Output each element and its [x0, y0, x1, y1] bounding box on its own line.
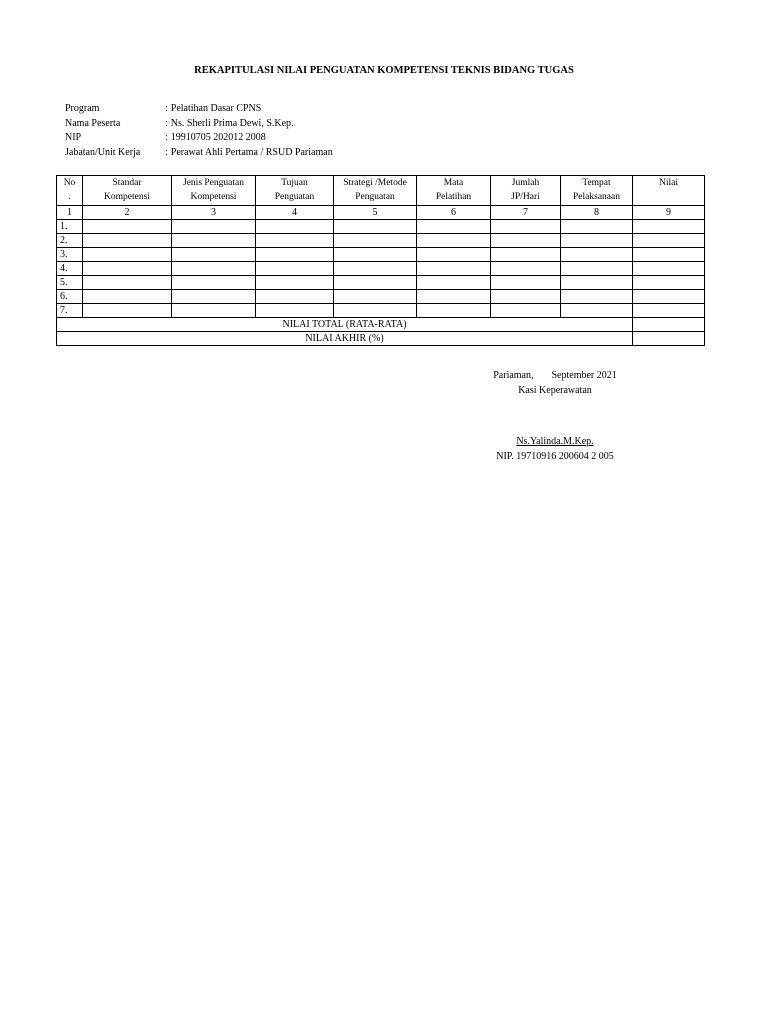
column-number-cell: 7	[491, 206, 561, 220]
empty-cell	[561, 290, 633, 304]
signature-place: Pariaman,	[493, 370, 534, 381]
row-number: 3.	[57, 248, 83, 262]
info-value-program: Pelatihan Dasar CPNS	[170, 103, 262, 114]
participant-info	[65, 102, 333, 160]
table-row	[57, 220, 705, 234]
info-row-nip	[65, 131, 333, 146]
empty-cell	[417, 248, 491, 262]
empty-cell	[172, 304, 256, 318]
signature-name: Ns.Yalinda.M.Kep.	[516, 436, 594, 447]
empty-cell	[83, 290, 172, 304]
table-row	[57, 290, 705, 304]
empty-cell	[633, 234, 705, 248]
empty-cell	[491, 234, 561, 248]
empty-cell	[172, 290, 256, 304]
empty-cell	[256, 248, 334, 262]
empty-cell	[633, 262, 705, 276]
empty-cell	[417, 276, 491, 290]
empty-cell	[83, 248, 172, 262]
header-cell-nilai: Nilai	[633, 176, 705, 206]
column-number-cell: 1	[57, 206, 83, 220]
header-cell-jenis-penguatan: Jenis Penguatan Kompetensi	[172, 176, 256, 206]
empty-cell	[633, 304, 705, 318]
empty-cell	[417, 290, 491, 304]
empty-cell	[256, 234, 334, 248]
empty-cell	[491, 276, 561, 290]
total-value-cell	[633, 318, 705, 332]
empty-cell	[83, 220, 172, 234]
header-cell-no: No .	[57, 176, 83, 206]
info-value-nip: 19910705 202012 2008	[170, 132, 266, 143]
empty-cell	[334, 234, 417, 248]
table-header-row	[57, 176, 705, 206]
empty-cell	[172, 276, 256, 290]
empty-cell	[256, 304, 334, 318]
empty-cell	[491, 220, 561, 234]
empty-cell	[256, 262, 334, 276]
empty-cell	[491, 290, 561, 304]
empty-cell	[83, 276, 172, 290]
empty-cell	[561, 262, 633, 276]
info-row-position-unit	[65, 146, 333, 161]
info-separator: :	[165, 146, 168, 158]
final-row	[57, 332, 705, 346]
signature-date: September 2021	[551, 370, 617, 381]
row-number: 1.	[57, 220, 83, 234]
page-title: REKAPITULASI NILAI PENGUATAN KOMPETENSI TEKNIS BIDANG TUGAS	[194, 65, 574, 76]
empty-cell	[334, 248, 417, 262]
empty-cell	[256, 220, 334, 234]
info-separator: :	[165, 132, 168, 143]
empty-cell	[417, 234, 491, 248]
row-number: 7.	[57, 304, 83, 318]
info-label-program: Program	[65, 103, 100, 114]
row-number: 5.	[57, 276, 83, 290]
table-row	[57, 276, 705, 290]
total-label: NILAI TOTAL (RATA-RATA)	[57, 318, 633, 332]
empty-cell	[633, 248, 705, 262]
empty-cell	[561, 234, 633, 248]
signature-block	[470, 368, 640, 464]
info-label-position-unit: Jabatan/Unit Kerja	[65, 146, 141, 158]
table-row	[57, 248, 705, 262]
row-number: 6.	[57, 290, 83, 304]
empty-cell	[334, 262, 417, 276]
empty-cell	[633, 290, 705, 304]
signature-nip: NIP. 19710916 200604 2 005	[496, 451, 614, 462]
empty-cell	[172, 248, 256, 262]
info-label-participant-name: Nama Peserta	[65, 117, 121, 129]
empty-cell	[83, 304, 172, 318]
empty-cell	[491, 248, 561, 262]
empty-cell	[561, 276, 633, 290]
empty-cell	[491, 304, 561, 318]
header-cell-strategi-metode: Strategi /Metode Penguatan	[334, 176, 417, 206]
signature-position: Kasi Keperawatan	[518, 385, 592, 396]
empty-cell	[334, 304, 417, 318]
table-row	[57, 262, 705, 276]
info-value-position-unit: Perawat Ahli Pertama / RSUD Pariaman	[170, 146, 333, 158]
total-row	[57, 318, 705, 332]
empty-cell	[334, 220, 417, 234]
empty-cell	[83, 262, 172, 276]
header-cell-jumlah-jp: Jumlah JP/Hari	[491, 176, 561, 206]
empty-cell	[256, 276, 334, 290]
info-separator: :	[165, 103, 168, 114]
final-label: NILAI AKHIR (%)	[57, 332, 633, 346]
empty-cell	[172, 220, 256, 234]
column-number-row	[57, 206, 705, 220]
info-label-nip: NIP	[65, 132, 82, 143]
info-row-participant-name	[65, 117, 333, 132]
empty-cell	[256, 290, 334, 304]
header-cell-tempat-pelaksanaan: Tempat Pelaksanaan	[561, 176, 633, 206]
info-value-participant-name: Ns. Sherli Prima Dewi, S.Kep.	[170, 117, 294, 129]
empty-cell	[417, 262, 491, 276]
empty-cell	[633, 220, 705, 234]
recap-table	[56, 175, 705, 346]
column-number-cell: 9	[633, 206, 705, 220]
row-number: 2.	[57, 234, 83, 248]
column-number-cell: 5	[334, 206, 417, 220]
final-value-cell	[633, 332, 705, 346]
signature-place-date	[470, 368, 640, 383]
table-row	[57, 304, 705, 318]
row-number: 4.	[57, 262, 83, 276]
info-separator: :	[165, 117, 168, 129]
info-row-program	[65, 102, 333, 117]
empty-cell	[561, 248, 633, 262]
column-number-cell: 6	[417, 206, 491, 220]
empty-cell	[172, 262, 256, 276]
column-number-cell: 8	[561, 206, 633, 220]
empty-cell	[417, 304, 491, 318]
column-number-cell: 4	[256, 206, 334, 220]
empty-cell	[561, 304, 633, 318]
empty-cell	[491, 262, 561, 276]
column-number-cell: 2	[83, 206, 172, 220]
empty-cell	[334, 290, 417, 304]
empty-cell	[561, 220, 633, 234]
header-cell-mata-pelatihan: Mata Pelatihan	[417, 176, 491, 206]
header-cell-tujuan-penguatan: Tujuan Penguatan	[256, 176, 334, 206]
column-number-cell: 3	[172, 206, 256, 220]
empty-cell	[417, 220, 491, 234]
header-cell-standar-kompetensi: Standar Kompetensi	[83, 176, 172, 206]
empty-cell	[172, 234, 256, 248]
table-row	[57, 234, 705, 248]
empty-cell	[83, 234, 172, 248]
empty-cell	[633, 276, 705, 290]
empty-cell	[334, 276, 417, 290]
